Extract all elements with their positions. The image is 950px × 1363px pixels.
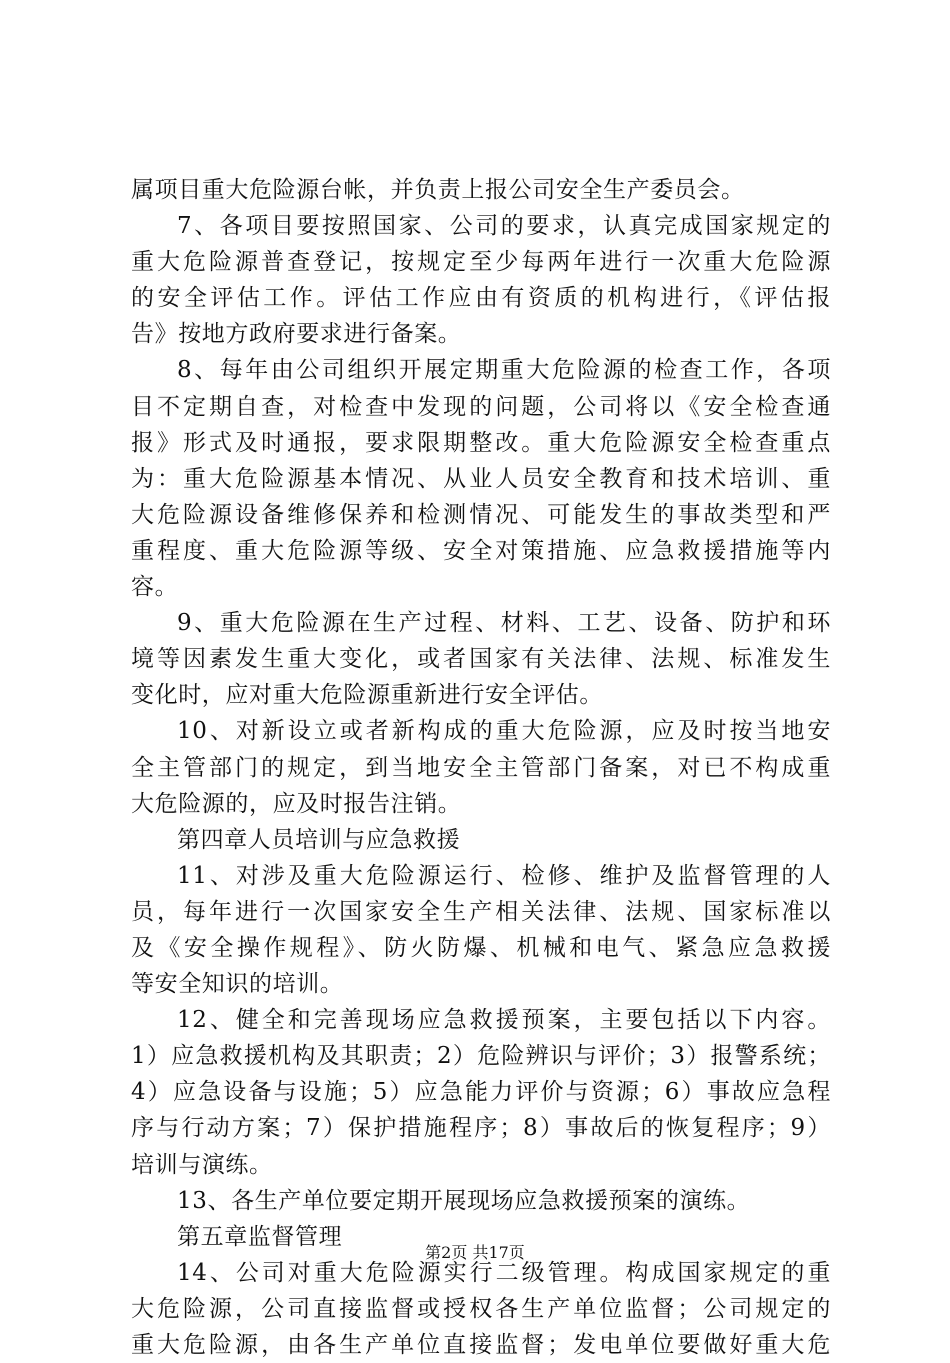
text-line: 属项目重大危险源台帐，并负责上报公司安全生产委员会。 bbox=[131, 177, 745, 203]
text-line: 大危险源，公司直接监督或授权各生产单位监督；公司规定的 bbox=[131, 1295, 831, 1322]
text-line: 14、公司对重大危险源实行二级管理。构成国家规定的重 bbox=[177, 1259, 831, 1286]
text-line: 11、对涉及重大危险源运行、检修、维护及监督管理的人 bbox=[177, 862, 831, 889]
text-line: 重大危险源，由各生产单位直接监督；发电单位要做好重大危 bbox=[131, 1332, 831, 1358]
text-line: 容。 bbox=[131, 574, 179, 601]
text-line: 全主管部门的规定，到当地安全主管部门备案，对已不构成重 bbox=[131, 754, 831, 781]
text-line: 序与行动方案；7）保护措施程序；8）事故后的恢复程序；9） bbox=[131, 1115, 831, 1142]
text-line: 报》形式及时通报，要求限期整改。重大危险源安全检查重点 bbox=[131, 429, 831, 456]
text-line: 9、重大危险源在生产过程、材料、工艺、设备、防护和环 bbox=[177, 610, 831, 637]
text-line: 1）应急救援机构及其职责；2）危险辨识与评价；3）报警系统； bbox=[131, 1043, 831, 1070]
text-line: 变化时，应对重大危险源重新进行安全评估。 bbox=[131, 682, 603, 709]
text-line: 为：重大危险源基本情况、从业人员安全教育和技术培训、重 bbox=[131, 465, 831, 492]
page-number-footer: 第2页 共17页 bbox=[425, 1243, 525, 1262]
text-line: 目不定期自查，对检查中发现的问题，公司将以《安全检查通 bbox=[131, 393, 831, 420]
text-line: 7、各项目要按照国家、公司的要求，认真完成国家规定的 bbox=[177, 213, 831, 240]
chapter-heading: 第四章人员培训与应急救援 bbox=[177, 826, 461, 853]
document-body bbox=[131, 172, 831, 1363]
text-line: 12、健全和完善现场应急救援预案，主要包括以下内容。 bbox=[177, 1007, 831, 1034]
text-line: 大危险源设备维修保养和检测情况、可能发生的事故类型和严 bbox=[131, 501, 831, 528]
text-line: 8、每年由公司组织开展定期重大危险源的检查工作，各项 bbox=[177, 357, 831, 384]
text-line: 大危险源的，应及时报告注销。 bbox=[131, 790, 462, 817]
text-line: 等安全知识的培训。 bbox=[131, 971, 344, 998]
text-line: 10、对新设立或者新构成的重大危险源，应及时按当地安 bbox=[177, 718, 831, 745]
text-line: 4）应急设备与设施；5）应急能力评价与资源；6）事故应急程 bbox=[131, 1079, 831, 1106]
text-line: 境等因素发生重大变化，或者国家有关法律、法规、标准发生 bbox=[131, 646, 831, 673]
text-line: 及《安全操作规程》、防火防爆、机械和电气、紧急应急救援 bbox=[131, 934, 831, 961]
text-line: 的安全评估工作。评估工作应由有资质的机构进行，《评估报 bbox=[131, 285, 831, 312]
chapter-heading: 第五章监督管理 bbox=[177, 1223, 343, 1250]
text-line: 13、各生产单位要定期开展现场应急救援预案的演练。 bbox=[177, 1187, 751, 1214]
text-line: 培训与演练。 bbox=[131, 1151, 273, 1178]
text-line: 重程度、重大危险源等级、安全对策措施、应急救援措施等内 bbox=[131, 537, 831, 564]
text-line: 重大危险源普查登记，按规定至少每两年进行一次重大危险源 bbox=[131, 249, 831, 276]
text-line: 员，每年进行一次国家安全生产相关法律、法规、国家标准以 bbox=[131, 898, 831, 925]
text-line: 告》按地方政府要求进行备案。 bbox=[131, 321, 462, 348]
